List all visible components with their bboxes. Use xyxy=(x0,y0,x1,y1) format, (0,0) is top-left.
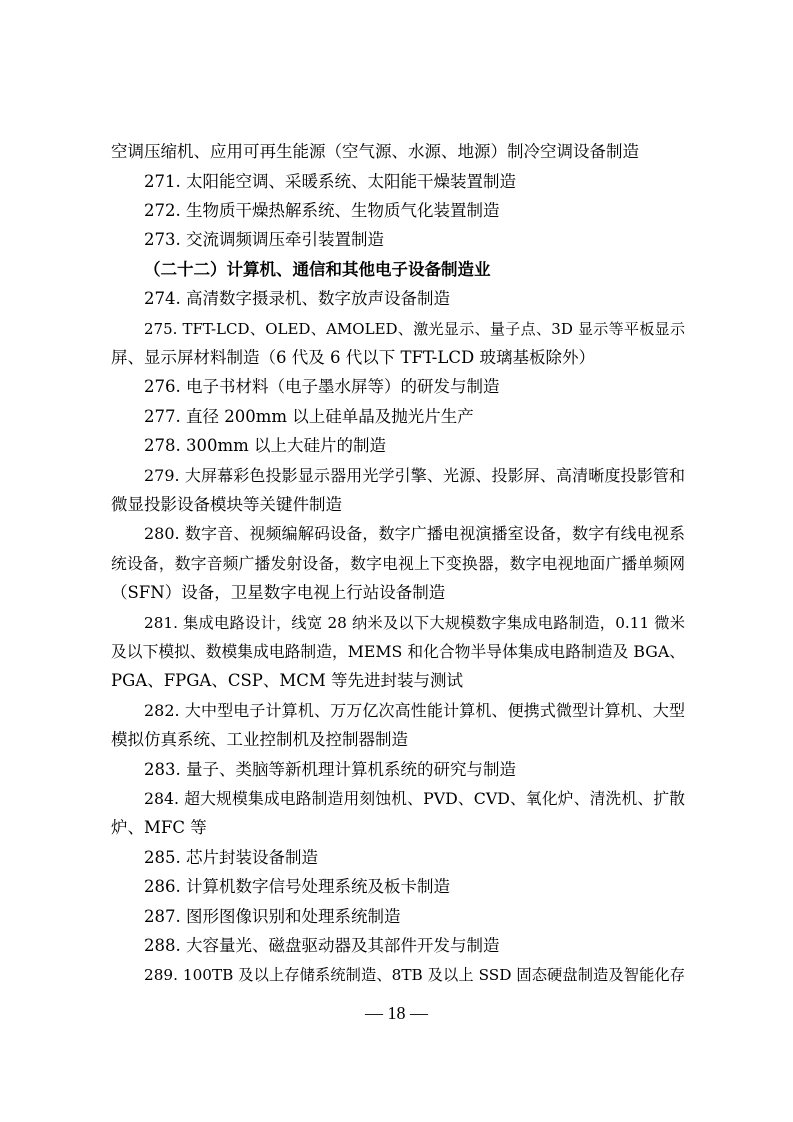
list-item-272: 272. 生物质干燥热解系统、生物质气化装置制造 xyxy=(144,201,500,220)
list-item-287: 287. 图形图像识别和处理系统制造 xyxy=(144,907,401,926)
text-line: 微显投影设备模块等关键件制造 xyxy=(111,495,342,514)
list-item-289: 289. 100TB 及以上存储系统制造、8TB 及以上 SSD 固态硬盘制造及智能化存 xyxy=(144,966,685,984)
list-item-288: 288. 大容量光、磁盘驱动器及其部件开发与制造 xyxy=(144,936,500,955)
list-item-284: 284. 超大规模集成电路制造用刻蚀机、PVD、CVD、氧化炉、清洗机、扩散 xyxy=(144,789,685,808)
text-line: 模拟仿真系统、工业控制机及控制器制造 xyxy=(111,730,408,749)
list-item-271: 271. 太阳能空调、采暖系统、太阳能干燥装置制造 xyxy=(144,172,516,191)
list-item-277: 277. 直径 200mm 以上硅单晶及抛光片生产 xyxy=(144,407,474,426)
list-item-278: 278. 300mm 以上大硅片的制造 xyxy=(144,436,387,455)
list-item-286: 286. 计算机数字信号处理系统及板卡制造 xyxy=(144,877,450,896)
text-line: 屏、显示屏材料制造（6 代及 6 代以下 TFT-LCD 玻璃基板除外） xyxy=(111,348,595,367)
text-line: 及以下模拟、数模集成电路制造，MEMS 和化合物半导体集成电路制造及 BGA、 xyxy=(111,642,685,661)
text-line: PGA、FPGA、CSP、MCM 等先进封装与测试 xyxy=(111,671,464,690)
list-item-285: 285. 芯片封装设备制造 xyxy=(144,848,318,867)
list-item-276: 276. 电子书材料（电子墨水屏等）的研发与制造 xyxy=(144,377,500,396)
page-number: — 18 — xyxy=(365,1003,428,1023)
text-line: 炉、MFC 等 xyxy=(111,818,207,837)
list-item-279: 279. 大屏幕彩色投影显示器用光学引擎、光源、投影屏、高清晰度投影管和 xyxy=(144,466,685,485)
list-item-273: 273. 交流调频调压牵引装置制造 xyxy=(144,230,384,249)
list-item-275: 275. TFT-LCD、OLED、AMOLED、激光显示、量子点、3D 显示等平板显示 xyxy=(144,320,685,338)
list-item-281: 281. 集成电路设计，线宽 28 纳米及以下大规模数字集成电路制造，0.11 微米 xyxy=(144,614,685,632)
text-line: （SFN）设备，卫星数字电视上行站设备制造 xyxy=(111,583,446,602)
list-item-280: 280. 数字音、视频编解码设备，数字广播电视演播室设备，数字有线电视系 xyxy=(144,524,685,543)
text-line: 空调压缩机、应用可再生能源（空气源、水源、地源）制冷空调设备制造 xyxy=(111,142,639,161)
list-item-283: 283. 量子、类脑等新机理计算机系统的研究与制造 xyxy=(144,760,516,779)
list-item-274: 274. 高清数字摄录机、数字放声设备制造 xyxy=(144,289,450,308)
list-item-282: 282. 大中型电子计算机、万万亿次高性能计算机、便携式微型计算机、大型 xyxy=(144,701,685,720)
section-heading: （二十二）计算机、通信和其他电子设备制造业 xyxy=(144,260,491,279)
text-line: 统设备，数字音频广播发射设备，数字电视上下变换器，数字电视地面广播单频网 xyxy=(111,554,685,573)
